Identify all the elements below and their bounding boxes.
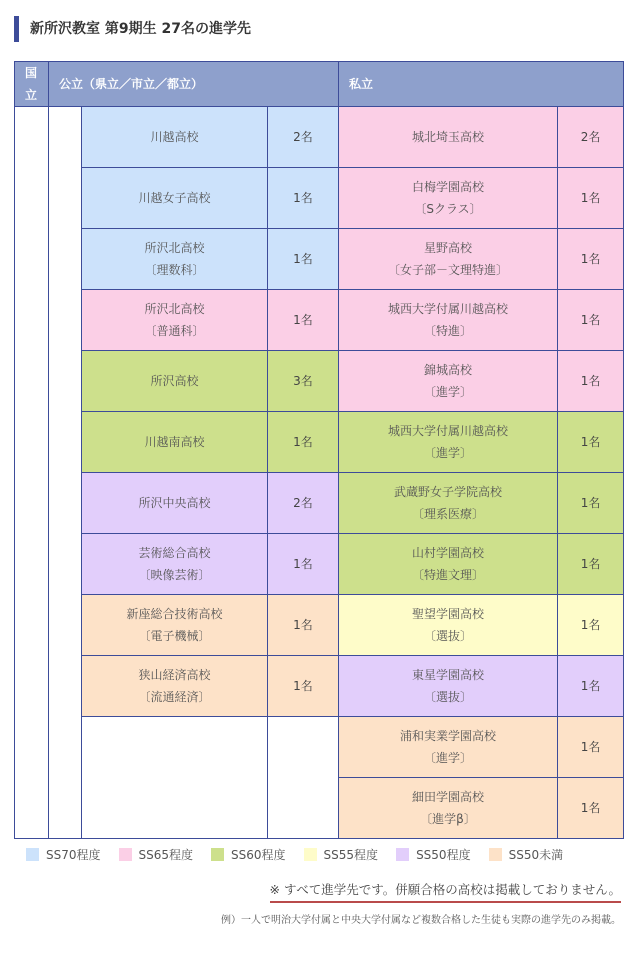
school-name: 新座総合技術高校 — [126, 607, 223, 621]
school-name: 細田学園高校 — [411, 790, 484, 804]
header-private: 私立 — [339, 62, 624, 107]
legend-label: SS55程度 — [323, 848, 379, 862]
school-name: 川越高校 — [150, 130, 199, 144]
school-name-cell — [339, 473, 558, 534]
student-count: 1名 — [558, 595, 624, 656]
school-name-cell — [82, 473, 268, 534]
legend-label: SS50未満 — [508, 848, 564, 862]
student-count: 1名 — [268, 595, 339, 656]
school-name-cell — [82, 351, 268, 412]
school-name: 所沢北高校 — [144, 241, 205, 255]
legend-label: SS60程度 — [231, 848, 286, 862]
student-count: 1名 — [558, 473, 624, 534]
table-row — [15, 534, 624, 595]
school-name: 所沢北高校 — [144, 302, 205, 316]
student-count: 1名 — [268, 168, 339, 229]
school-name: 城西大学付属川越高校 — [387, 302, 508, 316]
legend-label: SS70程度 — [46, 848, 101, 862]
legend-item — [26, 846, 101, 863]
school-name: 山村学園高校 — [411, 546, 484, 560]
student-count: 1名 — [268, 656, 339, 717]
table-row — [15, 717, 624, 778]
table-row — [15, 412, 624, 473]
school-name-cell — [339, 717, 558, 778]
school-name-cell — [339, 351, 558, 412]
school-course: 〔電子機械〕 — [138, 629, 211, 643]
legend-label: SS50程度 — [416, 848, 471, 862]
school-name: 所沢中央高校 — [138, 496, 211, 510]
student-count: 1名 — [558, 168, 624, 229]
legend — [26, 846, 581, 863]
school-name-cell — [339, 412, 558, 473]
school-course: 〔進学β〕 — [420, 812, 476, 826]
student-count: 1名 — [558, 351, 624, 412]
public-empty-cell — [82, 717, 268, 839]
student-count: 1名 — [268, 290, 339, 351]
school-course: 〔普通科〕 — [144, 324, 205, 338]
school-name-cell — [82, 168, 268, 229]
school-course: 〔女子部－文理特進〕 — [387, 263, 508, 277]
school-course: 〔選抜〕 — [423, 629, 472, 643]
student-count: 1名 — [558, 778, 624, 839]
school-name: 白梅学園高校 — [411, 180, 484, 194]
table-row — [15, 229, 624, 290]
school-name-cell — [82, 595, 268, 656]
table-row — [15, 107, 624, 168]
school-name: 浦和実業学園高校 — [399, 729, 496, 743]
student-count: 1名 — [268, 229, 339, 290]
student-count: 1名 — [268, 412, 339, 473]
table-row — [15, 656, 624, 717]
school-name-cell — [339, 656, 558, 717]
header-row — [15, 62, 624, 107]
student-count: 2名 — [558, 107, 624, 168]
page-title: 新所沢教室 第9期生 27名の進学先 — [14, 16, 251, 42]
school-name: 川越女子高校 — [138, 191, 211, 205]
school-name-cell — [339, 229, 558, 290]
school-name: 芸術総合高校 — [138, 546, 211, 560]
school-course: 〔流通経済〕 — [138, 690, 211, 704]
school-name-cell — [82, 656, 268, 717]
student-count: 1名 — [558, 412, 624, 473]
school-course: 〔選抜〕 — [423, 690, 472, 704]
table-row — [15, 473, 624, 534]
student-count: 1名 — [558, 229, 624, 290]
school-course: 〔進学〕 — [423, 385, 472, 399]
school-name: 城北埼玉高校 — [411, 130, 484, 144]
school-name: 聖望学園高校 — [411, 607, 484, 621]
national-cell-2 — [49, 107, 82, 839]
student-count: 1名 — [558, 290, 624, 351]
school-name: 武蔵野女子学院高校 — [393, 485, 502, 499]
school-course: 〔特進文理〕 — [411, 568, 484, 582]
school-name: 東星学園高校 — [411, 668, 484, 682]
footnote: ※ すべて進学先です。併願合格の高校は掲載しておりません。 — [270, 880, 621, 903]
student-count: 1名 — [558, 717, 624, 778]
student-count: 2名 — [268, 473, 339, 534]
public-empty-count — [268, 717, 339, 839]
school-name: 所沢高校 — [150, 374, 199, 388]
school-name-cell — [339, 290, 558, 351]
school-name-cell — [339, 107, 558, 168]
legend-item — [304, 846, 379, 863]
school-name-cell — [82, 534, 268, 595]
school-name-cell — [82, 107, 268, 168]
legend-swatch — [211, 848, 224, 861]
school-course: 〔特進〕 — [423, 324, 472, 338]
table-row — [15, 595, 624, 656]
student-count: 2名 — [268, 107, 339, 168]
school-name: 狭山経済高校 — [138, 668, 211, 682]
school-name-cell — [339, 778, 558, 839]
header-public: 公立（県立／市立／都立） — [49, 62, 339, 107]
school-course: 〔映像芸術〕 — [138, 568, 211, 582]
legend-label: SS65程度 — [138, 848, 194, 862]
school-name-cell — [339, 168, 558, 229]
legend-swatch — [396, 848, 409, 861]
footnote-example: 例）一人で明治大学付属と中央大学付属など複数合格した生徒も実際の進学先のみ掲載。 — [221, 915, 621, 926]
table-row — [15, 290, 624, 351]
student-count: 1名 — [558, 534, 624, 595]
student-count: 1名 — [558, 656, 624, 717]
table-row — [15, 351, 624, 412]
school-name: 城西大学付属川越高校 — [387, 424, 508, 438]
school-name-cell — [339, 534, 558, 595]
school-name-cell — [339, 595, 558, 656]
legend-swatch — [489, 848, 502, 861]
school-name-cell — [82, 412, 268, 473]
table-row — [15, 168, 624, 229]
school-course: 〔理系医療〕 — [411, 507, 484, 521]
header-national: 国立 — [15, 62, 49, 107]
results-table — [14, 61, 624, 839]
legend-swatch — [26, 848, 39, 861]
school-name: 川越南高校 — [144, 435, 205, 449]
school-name-cell — [82, 229, 268, 290]
school-course: 〔進学〕 — [423, 446, 472, 460]
legend-item — [396, 846, 471, 863]
legend-item — [489, 846, 564, 863]
school-course: 〔理数科〕 — [144, 263, 205, 277]
national-cell — [15, 107, 49, 839]
legend-swatch — [119, 848, 132, 861]
legend-item — [211, 846, 286, 863]
student-count: 3名 — [268, 351, 339, 412]
school-name: 星野高校 — [423, 241, 472, 255]
legend-swatch — [304, 848, 317, 861]
school-course: 〔Sクラス〕 — [414, 202, 482, 216]
school-course: 〔進学〕 — [423, 751, 472, 765]
school-name: 錦城高校 — [423, 363, 472, 377]
student-count: 1名 — [268, 534, 339, 595]
school-name-cell — [82, 290, 268, 351]
legend-item — [119, 846, 194, 863]
